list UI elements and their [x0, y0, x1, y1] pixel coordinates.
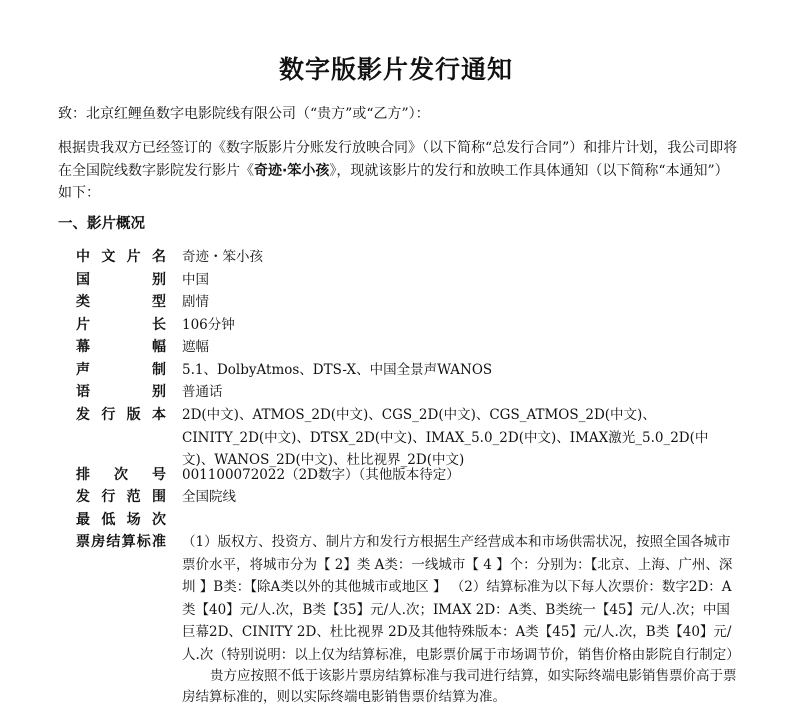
overview-value: 遮幅	[182, 339, 209, 355]
overview-label: 国别	[76, 272, 166, 288]
overview-value: （1）版权方、投资方、制片方和发行方根据生产经营成本和市场供需状况，按照全国各城市票价水平，将城市分为【 2】类 A类：一线城市【 4 】个：分别为：【北京、上海、广州、深圳 】B类：【除A类以外的其他城市或地区 】 （2）结算标准为以下每人次票价：数字2D：A类【40】元/人.次，B类【35】元/人.次；IMAX 2D：A类、B类统一【45】元/人.次；中国巨幕2D、CINITY 2D、杜比视界 2D及其他特殊版本：A类【45】元/人.次，B类【40】元/人.次（特别说明：以上仅为结算标准，电影票价属于市场调节价，销售价格由影院自行制定）	[182, 534, 740, 663]
overview-label: 排次号	[76, 467, 166, 483]
overview-label: 声制	[76, 362, 166, 378]
intro-text-after: 》，现就该影片的发行和放映工作具体通知（以下简称“本通知”）如下：	[58, 162, 729, 201]
overview-value: 全国院线	[182, 489, 236, 505]
film-title: 奇迹·笨小孩	[254, 162, 330, 179]
overview-value: 奇迹・笨小孩	[182, 249, 263, 265]
overview-value: 001100072022（2D数字）（其他版本待定）	[182, 467, 460, 483]
overview-label: 中文片名	[76, 249, 166, 265]
section-heading-overview: 一、影片概况	[58, 216, 145, 232]
overview-value: 剧情	[182, 294, 209, 310]
overview-label: 发行范围	[76, 489, 166, 505]
intro-paragraph	[58, 137, 738, 205]
overview-label: 类型	[76, 294, 166, 310]
overview-label: 幕幅	[76, 339, 166, 355]
document-title: 数字版影片发行通知	[278, 55, 513, 84]
overview-label: 片长	[76, 317, 166, 333]
overview-value: 106分钟	[182, 317, 235, 333]
overview-label: 发行版本	[76, 407, 166, 423]
recipient-line: 致：北京红鲤鱼数字电影院线有限公司（“贵方”或“乙方”）：	[58, 106, 430, 122]
overview-value: 普通话	[182, 384, 223, 400]
overview-label: 最低场次	[76, 512, 166, 528]
overview-value: 2D(中文)、ATMOS_2D(中文)、CGS_2D(中文)、CGS_ATMOS_2D(中文)、CINITY_2D(中文)、DTSX_2D(中文)、IMAX_5.0_2D(中文)、IMAX激光_5.0_2D(中文)、WANOS_2D(中文)、杜比视界_2D(中文)	[182, 407, 709, 468]
overview-label: 语别	[76, 384, 166, 400]
overview-value: 5.1、DolbyAtmos、DTS-X、中国全景声WANOS	[182, 362, 493, 378]
overview-label: 票房结算标准	[76, 534, 166, 550]
overview-value: 中国	[182, 272, 209, 288]
settlement-note: 贵方应按照不低于该影片票房结算标准与我司进行结算，如实际终端电影销售票价高于票房结算标准的，则以实际终端电影销售票价结算为准。	[182, 668, 737, 705]
intro-text-before: 根据贵我双方已经签订的《数字版影片分账发行放映合同》（以下简称“总发行合同”）和排片计划，我公司即将在全国院线数字影院发行影片《	[58, 140, 738, 179]
